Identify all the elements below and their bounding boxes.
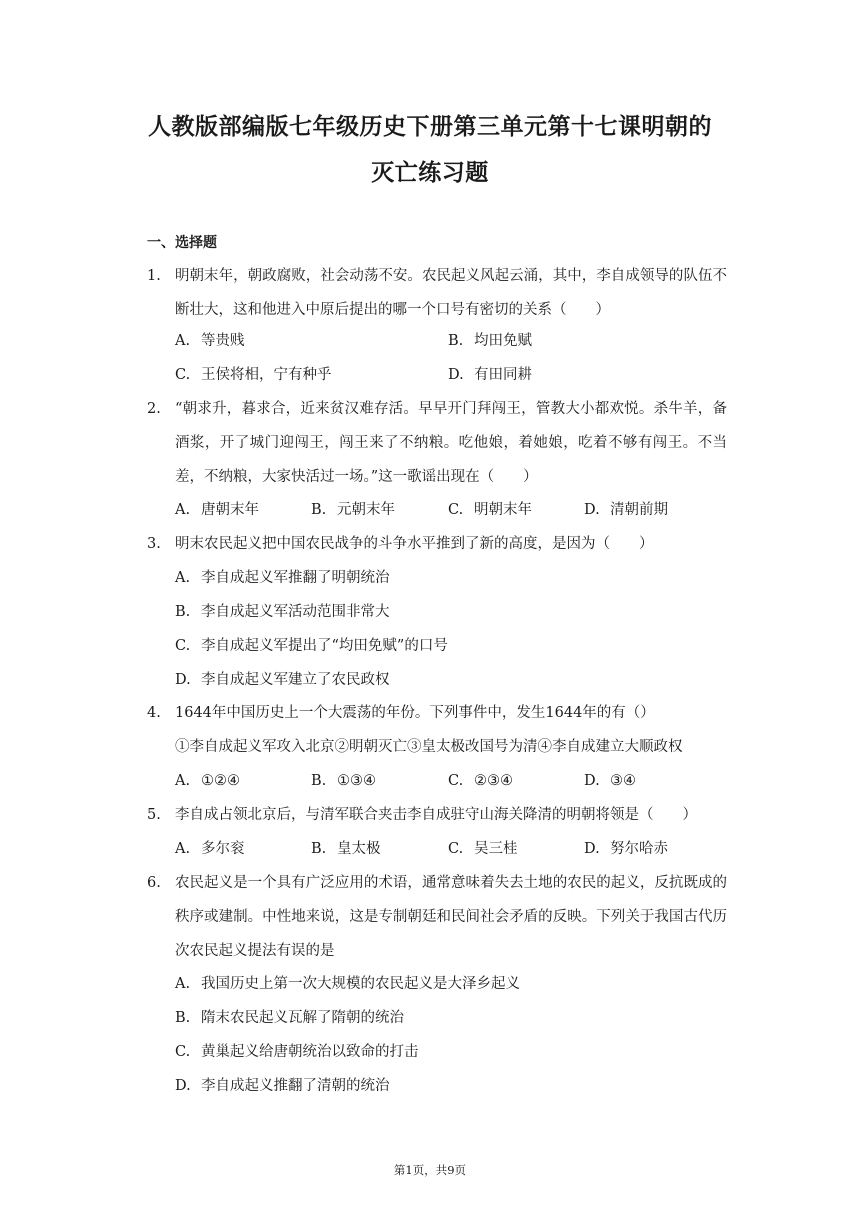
question-statements: ①李自成起义军攻入北京②明朝灭亡③皇太极改国号为清④李自成建立大顺政权 — [175, 739, 683, 755]
question-text: 农民起义是一个具有广泛应用的术语，通常意味着失去土地的农民的起义，反抗既成的秩序或建制。中性地来说，这是专制朝廷和民间社会矛盾的反映。下列关于我国古代历次农民起义提法有误的是 — [175, 875, 727, 959]
option-d: D. 努尔哈赤 — [584, 841, 668, 857]
question-1 — [147, 259, 727, 327]
option-c: C. ②③④ — [448, 773, 513, 789]
option-c: C. 吴三桂 — [448, 841, 518, 857]
option-b: B. 元朝末年 — [311, 502, 395, 518]
option-b: B. 隋末农民起义瓦解了隋朝的统治 — [175, 1010, 404, 1026]
page-title-line-1: 人教版部编版七年级历史下册第三单元第十七课明朝的 — [148, 113, 712, 140]
option-a: A. 我国历史上第一次大规模的农民起义是大泽乡起义 — [175, 976, 520, 992]
option-c: C. 李自成起义军提出了“均田免赋”的口号 — [175, 638, 448, 654]
question-4 — [147, 696, 727, 764]
question-3 — [147, 527, 727, 561]
option-b: B. ①③④ — [311, 773, 376, 789]
question-number: 4. — [147, 705, 161, 721]
question-5 — [147, 798, 727, 832]
page-title-line-2: 灭亡练习题 — [371, 159, 489, 186]
option-a: A. 等贵贱 — [175, 333, 245, 349]
option-c: C. 明朝末年 — [448, 502, 532, 518]
option-b: B. 均田免赋 — [448, 333, 532, 349]
option-a: A. ①②④ — [175, 773, 240, 789]
option-c: C. 黄巢起义给唐朝统治以致命的打击 — [175, 1044, 419, 1060]
question-number: 5. — [147, 807, 161, 823]
option-a: A. 唐朝末年 — [175, 502, 259, 518]
question-2 — [147, 392, 727, 494]
option-d: D. 有田同耕 — [448, 367, 532, 383]
question-text: “朝求升，暮求合，近来贫汉难存活。早早开门拜闯王，管教大小都欢悦。杀牛羊，备酒浆，开了城门迎闯王，闯王来了不纳粮。吃他娘，着她娘，吃着不够有闯王。不当差，不纳粮，大家快活过一场。”这一歌谣出现在（ ） — [175, 401, 727, 485]
option-d: D. 清朝前期 — [584, 502, 668, 518]
option-a: A. 多尔衮 — [175, 841, 245, 857]
question-6 — [147, 866, 727, 968]
option-d: D. 李自成起义军建立了农民政权 — [175, 672, 390, 688]
question-number: 3. — [147, 536, 161, 552]
option-c: C. 王侯将相，宁有种乎 — [175, 367, 332, 383]
option-d: D. 李自成起义推翻了清朝的统治 — [175, 1078, 390, 1094]
question-text: 1644年中国历史上一个大震荡的年份。下列事件中，发生1644年的有（） — [175, 705, 655, 721]
question-text: 李自成占领北京后，与清军联合夹击李自成驻守山海关降清的明朝将领是（ ） — [175, 807, 697, 823]
question-text: 明末农民起义把中国农民战争的斗争水平推到了新的高度，是因为（ ） — [175, 536, 654, 552]
option-d: D. ③④ — [584, 773, 636, 789]
question-text: 明朝末年，朝政腐败，社会动荡不安。农民起义风起云涌，其中，李自成领导的队伍不断壮大，这和他进入中原后提出的哪一个口号有密切的关系（ ） — [175, 268, 727, 318]
question-number: 6. — [147, 875, 161, 891]
option-a: A. 李自成起义军推翻了明朝统治 — [175, 570, 390, 586]
section-heading: 一、选择题 — [147, 235, 217, 251]
question-number: 2. — [147, 401, 161, 417]
page-footer: 第1页，共9页 — [393, 1163, 467, 1177]
option-b: B. 李自成起义军活动范围非常大 — [175, 604, 390, 620]
option-b: B. 皇太极 — [311, 841, 381, 857]
question-number: 1. — [147, 268, 161, 284]
